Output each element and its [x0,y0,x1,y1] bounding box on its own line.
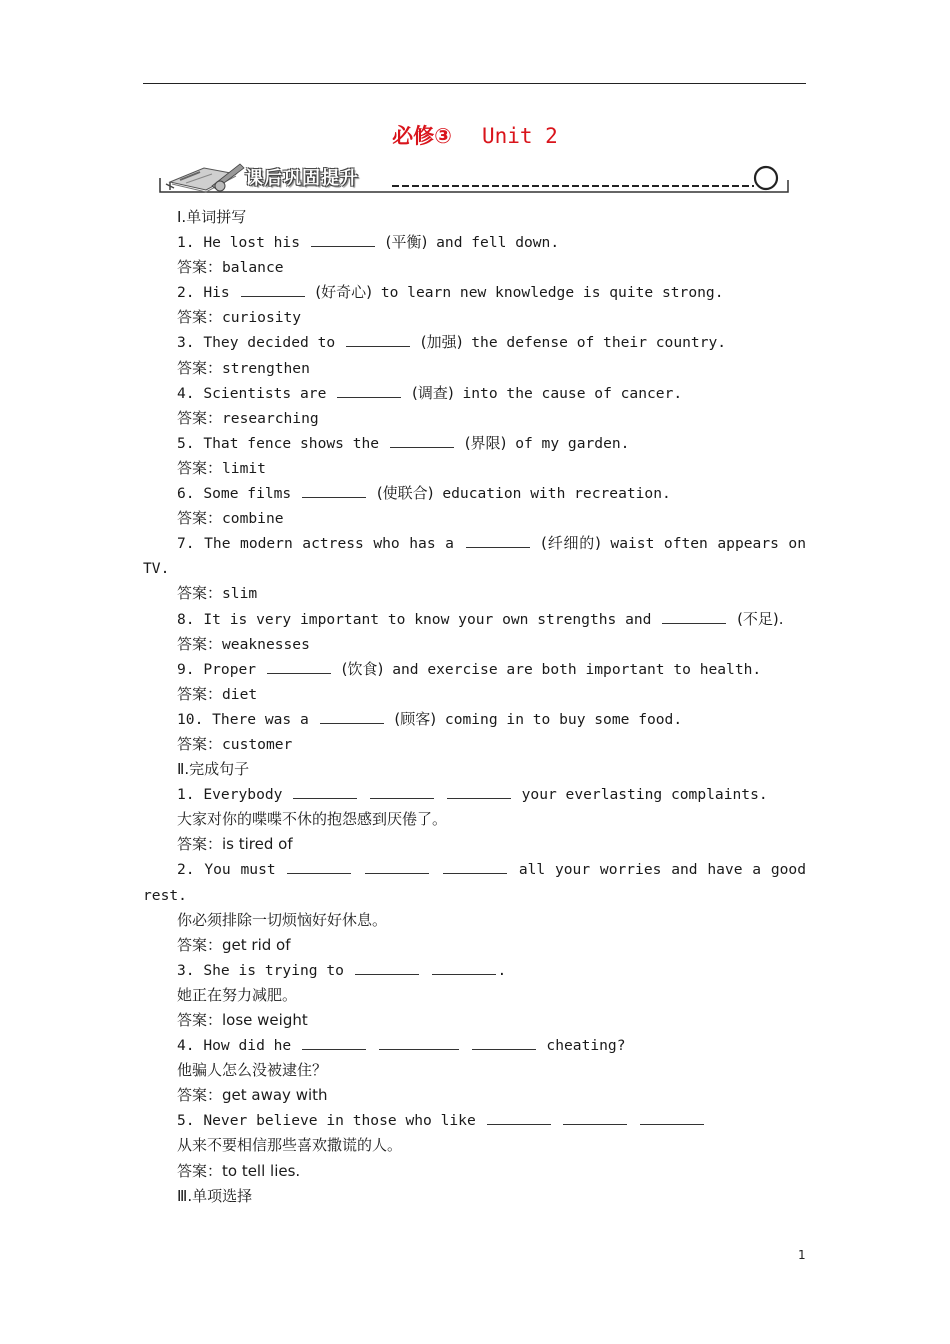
vocab-item-9: 9. Proper (饮食) and exercise are both important to health. [177,659,762,678]
vocab-item-2: 2. His (好奇心) to learn new knowledge is quite strong. [177,283,724,302]
vocab-item-4: 4. Scientists are (调查) into the cause of cancer. [177,383,683,402]
vocab-answer-10: 答案：customer [177,734,293,753]
banner-label: 课后巩固提升 [245,168,359,189]
section-heading-sentences: Ⅱ.完成句子 [177,760,250,779]
vocab-item-5: 5. That fence shows the (界限) of my garden. [177,433,630,452]
sentence-translation-1: 大家对你的喋喋不休的抱怨感到厌倦了。 [177,810,448,829]
answer-blank[interactable] [302,1035,366,1050]
answer-blank[interactable] [472,1035,536,1050]
title-prefix: 必修③ [392,124,452,148]
answer-blank[interactable] [287,859,351,874]
top-rule [143,83,806,84]
vocab-answer-7: 答案：slim [177,584,258,603]
answer-blank[interactable] [370,784,434,799]
sentence-item-3: 3. She is trying to . [177,961,507,979]
answer-blank[interactable] [443,859,507,874]
vocab-answer-3: 答案：strengthen [177,358,310,377]
vocab-item-7: 7. The modern actress who has a (纤细的) waist often appears on TV. [143,534,806,578]
answer-blank[interactable] [267,659,331,674]
sentence-translation-2: 你必须排除一切烦恼好好休息。 [177,910,388,929]
answer-blank[interactable] [432,960,496,975]
vocab-answer-8: 答案：weaknesses [177,634,310,653]
sentence-translation-5: 从来不要相信那些喜欢撒谎的人。 [177,1136,403,1155]
sentence-item-5: 5. Never believe in those who like [143,1108,806,1133]
sentence-answer-2: 答案：get rid of [177,935,291,954]
sentence-answer-5: 答案：to tell lies. [177,1161,301,1180]
answer-blank[interactable] [346,332,410,347]
section-heading-multiple-choice: Ⅲ.单项选择 [177,1186,253,1205]
section-banner [152,156,794,196]
notebook-pen-icon [166,164,244,192]
section-heading-vocab: Ⅰ.单词拼写 [177,208,247,226]
answer-blank[interactable] [466,533,530,548]
vocab-answer-6: 答案：combine [177,509,284,528]
answer-blank[interactable] [337,383,401,398]
answer-blank[interactable] [311,232,375,247]
answer-blank[interactable] [241,282,305,297]
page-number: 1 [798,1248,806,1262]
answer-blank[interactable] [355,960,419,975]
sentence-translation-3: 她正在努力减肥。 [177,985,298,1004]
answer-blank[interactable] [447,784,511,799]
vocab-item-10: 10. There was a (顾客) coming in to buy some food. [177,709,683,728]
answer-blank[interactable] [365,859,429,874]
answer-blank[interactable] [320,709,384,724]
vocab-answer-1: 答案：balance [177,258,284,277]
sentence-translation-4: 他骗人怎么没被逮住？ [177,1061,328,1080]
title-unit: Unit 2 [481,124,558,148]
vocab-item-3: 3. They decided to (加强) the defense of their country. [177,333,727,352]
worksheet-content [143,205,806,1209]
answer-blank[interactable] [640,1110,704,1125]
sentence-answer-3: 答案：lose weight [177,1011,308,1029]
vocab-item-8: 8. It is very important to know your own strengths and (不足). [177,609,784,628]
sentence-item-4: 4. How did he cheating? [177,1037,626,1055]
answer-blank[interactable] [662,609,726,624]
sentence-answer-4: 答案：get away with [177,1086,328,1105]
answer-blank[interactable] [293,784,357,799]
answer-blank[interactable] [302,483,366,498]
sentence-answer-1: 答案：is tired of [177,835,293,854]
answer-blank[interactable] [379,1035,459,1050]
vocab-answer-9: 答案：diet [177,684,258,703]
answer-blank[interactable] [487,1110,551,1125]
page-title [0,120,950,150]
answer-blank[interactable] [563,1110,627,1125]
vocab-item-1: 1. He lost his (平衡) and fell down. [177,233,560,252]
sentence-item-2: 2. You must all your worries and have a good rest. [143,861,806,904]
vocab-answer-5: 答案：limit [177,458,266,477]
answer-blank[interactable] [390,433,454,448]
sentence-item-1: 1. Everybody your everlasting complaints. [177,786,768,804]
vocab-item-6: 6. Some films (使联合) education with recreation. [177,484,671,503]
vocab-answer-2: 答案：curiosity [177,308,302,327]
vocab-answer-4: 答案：researching [177,408,319,427]
